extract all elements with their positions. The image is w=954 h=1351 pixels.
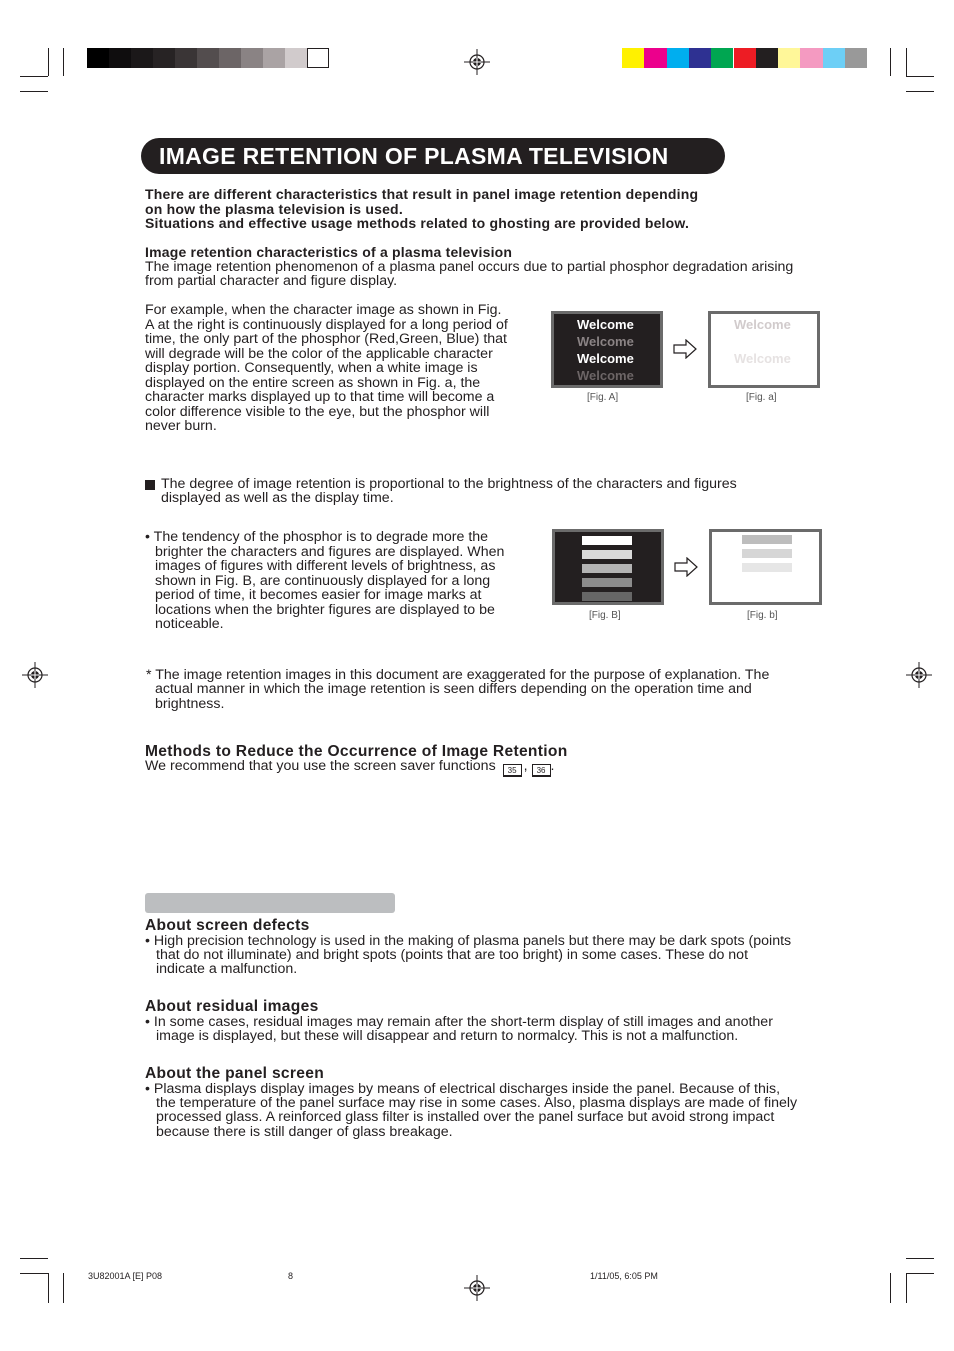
paragraph-line: character marks displayed up to that time will become a <box>145 389 495 405</box>
page-reference-icon[interactable]: 36 <box>532 764 551 777</box>
crop-mark <box>890 1273 891 1303</box>
page-title: IMAGE RETENTION OF PLASMA TELEVISION <box>159 143 669 169</box>
crop-mark <box>48 1273 49 1303</box>
welcome-text: Welcome <box>734 351 791 366</box>
brightness-bar <box>582 592 632 601</box>
arrow-right-icon <box>673 339 697 359</box>
panel-heading: About the panel screen <box>145 1065 325 1082</box>
paragraph-line: A at the right is continuously displayed for a long period of <box>145 316 508 333</box>
crop-mark <box>906 91 934 92</box>
crop-mark <box>20 1258 48 1259</box>
color-swatch <box>87 48 109 68</box>
retention-bar <box>742 549 792 558</box>
crop-mark <box>906 1273 934 1274</box>
welcome-text: Welcome <box>577 317 634 332</box>
figure-a-lower-screen <box>708 311 820 388</box>
arrow-right-icon <box>674 557 698 577</box>
crop-mark <box>906 76 934 77</box>
color-swatch <box>845 48 867 68</box>
paragraph-line: never burn. <box>145 418 217 434</box>
crop-mark <box>20 1273 48 1274</box>
welcome-text: Welcome <box>577 368 634 383</box>
paragraph-line: images of figures with different levels of brightness, as <box>155 558 496 574</box>
color-swatch <box>285 48 307 68</box>
color-swatch <box>778 48 800 68</box>
degree-text: displayed as well as the display time. <box>161 490 394 506</box>
page-title-banner <box>141 138 725 174</box>
color-swatch <box>644 48 666 68</box>
crop-mark <box>20 76 48 77</box>
panel-text: because there is still danger of glass breakage. <box>156 1124 453 1140</box>
methods-sentence: We recommend that you use the screen saver functions <box>145 758 496 774</box>
crop-mark <box>63 1273 64 1303</box>
figure-caption: [Fig. a] <box>746 392 777 403</box>
section-text: The image retention phenomenon of a plasma panel occurs due to partial phosphor degradation arising <box>145 259 794 275</box>
paragraph-line: will degrade will be the color of the applicable character <box>145 345 493 362</box>
paragraph-line: noticeable. <box>155 616 224 632</box>
crop-mark <box>20 91 48 92</box>
registration-mark-icon <box>464 49 490 75</box>
intro-line: on how the plasma television is used. <box>145 201 403 217</box>
footer-doc-id: 3U82001A [E] P08 <box>88 1271 163 1281</box>
welcome-text: Welcome <box>734 317 791 332</box>
page-reference-icon[interactable]: 35 <box>503 764 522 777</box>
figure-b-lower-screen <box>709 529 822 605</box>
footer-date: 1/11/05, 6:05 PM <box>590 1271 658 1281</box>
retention-bar <box>742 535 792 544</box>
color-swatch <box>175 48 197 68</box>
methods-text <box>145 759 554 774</box>
color-swatch <box>197 48 219 68</box>
panel-text: • Plasma displays display images by means of electrical discharges inside the panel. Because of this, <box>145 1081 781 1097</box>
crop-mark <box>48 48 49 76</box>
color-swatch <box>800 48 822 68</box>
square-bullet-icon <box>145 480 155 490</box>
color-swatch <box>263 48 285 68</box>
paragraph-line: • The tendency of the phosphor is to degrade more the <box>145 529 489 545</box>
welcome-text: Welcome <box>577 351 634 366</box>
residual-text: image is displayed, but these will disappear and return to normalcy. This is not a malfunction. <box>156 1028 739 1044</box>
color-swatch <box>667 48 689 68</box>
brightness-bar <box>582 550 632 559</box>
defects-heading: About screen defects <box>145 917 310 934</box>
note-text: actual manner in which the image retention is seen differs depending on the operation time and <box>155 681 752 697</box>
figure-a-screen <box>551 311 663 388</box>
brightness-bar <box>582 564 632 573</box>
intro-line: There are different characteristics that result in panel image retention depending <box>145 186 699 202</box>
residual-heading: About residual images <box>145 998 319 1015</box>
paragraph-line: time, the only part of the phosphor (Red,Green, Blue) that <box>145 331 507 347</box>
color-swatch <box>734 48 756 68</box>
paragraph-line: brighter the characters and figures are displayed. When <box>155 543 505 560</box>
color-swatch <box>109 48 131 68</box>
section-heading: Image retention characteristics of a plasma television <box>145 244 513 260</box>
crop-mark <box>906 1258 934 1259</box>
figure-caption: [Fig. A] <box>587 392 619 403</box>
paragraph-line: color difference visible to the eye, but the phosphor will <box>145 403 490 420</box>
color-swatch <box>823 48 845 68</box>
color-swatch <box>241 48 263 68</box>
defects-text: • High precision technology is used in the making of plasma panels but there may be dark spots (points <box>145 933 792 949</box>
color-swatch <box>219 48 241 68</box>
defects-text: that do not illuminate) and bright spots (points that are too bright) in some cases. These do not <box>156 947 749 963</box>
paragraph-line: shown in Fig. B, are continuously displayed for a long <box>155 572 491 589</box>
registration-mark-icon <box>22 662 48 688</box>
methods-heading: Methods to Reduce the Occurrence of Image Retention <box>145 743 568 760</box>
section-text: from partial character and figure display. <box>145 273 398 289</box>
crop-mark <box>890 48 891 76</box>
color-swatch <box>756 48 778 68</box>
section-divider-bar <box>145 893 395 913</box>
color-swatch <box>689 48 711 68</box>
paragraph-line: display portion. Consequently, when a white image is <box>145 360 478 376</box>
brightness-bar <box>582 578 632 587</box>
residual-text: • In some cases, residual images may remain after the short-term display of still images and another <box>145 1014 773 1030</box>
note-text: * The image retention images in this document are exaggerated for the purpose of explanation. The <box>146 667 770 683</box>
footer-page-number: 8 <box>288 1271 294 1281</box>
color-swatch <box>622 48 644 68</box>
paragraph-line: displayed on the entire screen as shown in Fig. a, the <box>145 374 481 391</box>
paragraph-line: For example, when the character image as shown in Fig. <box>145 302 502 318</box>
registration-mark-icon <box>906 662 932 688</box>
separator: , <box>523 758 528 774</box>
color-swatch <box>307 48 329 68</box>
brightness-bar <box>582 536 632 545</box>
paragraph-line: locations when the brighter figures are displayed to be <box>155 601 495 618</box>
degree-text: The degree of image retention is proportional to the brightness of the characters and figures <box>161 476 737 492</box>
note-text: brightness. <box>155 696 225 712</box>
color-swatch <box>711 48 733 68</box>
defects-text: indicate a malfunction. <box>156 961 298 977</box>
crop-mark <box>63 48 64 76</box>
intro-line: Situations and effective usage methods related to ghosting are provided below. <box>145 215 690 231</box>
figure-caption: [Fig. b] <box>747 610 778 621</box>
welcome-text: Welcome <box>577 334 634 349</box>
crop-mark <box>906 48 907 76</box>
color-swatch <box>131 48 153 68</box>
sentence-end: . <box>550 758 555 774</box>
panel-text: the temperature of the panel surface may rise in some cases. Also, plasma displays are made of finely <box>156 1095 798 1111</box>
color-swatch <box>153 48 175 68</box>
retention-bar <box>742 563 792 572</box>
crop-mark <box>906 1273 907 1303</box>
registration-mark-icon <box>464 1275 490 1301</box>
paragraph-line: period of time, it becomes easier for image marks at <box>155 587 482 603</box>
panel-text: processed glass. A reinforced glass filter is installed over the panel surface but avoid strong impact <box>156 1109 775 1125</box>
figure-caption: [Fig. B] <box>589 610 621 621</box>
figure-b-screen <box>552 529 664 605</box>
